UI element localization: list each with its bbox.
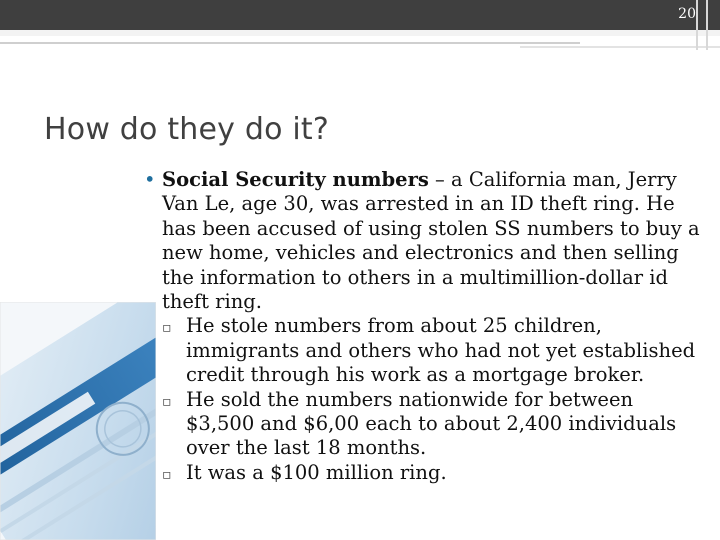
sub-bullet-marker: ▫ <box>162 320 172 337</box>
top-bar <box>0 0 720 30</box>
bullet-body: – a California man, Jerry Van Le, age 30, was arrested in an ID theft ring. He has been accused of using stolen SS numbers to buy a new home, vehicles and electronics and then selling the information to others in a multimillion-dollar id theft ring. <box>162 168 700 314</box>
slide-title: How do they do it? <box>44 112 329 147</box>
sub-bullet-marker: ▫ <box>162 393 172 410</box>
slide-body <box>144 168 704 487</box>
decorative-line <box>706 0 708 50</box>
decorative-line <box>0 42 580 44</box>
bullet-text <box>162 168 704 314</box>
sub-bullet-text: He stole numbers from about 25 children, immigrants and others who had not yet established credit through his work as a mortgage broker. <box>186 314 696 387</box>
bullet-item <box>144 168 704 314</box>
top-bar-accent <box>0 30 720 36</box>
sub-bullet-item <box>162 461 704 487</box>
sub-bullet-marker: ▫ <box>162 466 172 483</box>
social-security-card-image <box>0 302 156 540</box>
sub-bullet-item <box>162 314 704 387</box>
sub-bullet-item <box>162 388 704 461</box>
sub-bullet-text: It was a $100 million ring. <box>186 460 447 484</box>
decorative-line <box>696 0 698 50</box>
bullet-dot: • <box>144 168 156 191</box>
sub-bullet-text: He sold the numbers nationwide for between $3,500 and $6,00 each to about 2,400 individuals over the last 18 months. <box>186 387 677 460</box>
slide-number: 20 <box>678 6 696 22</box>
bullet-lead: Social Security numbers <box>162 168 429 191</box>
decorative-line <box>520 46 720 48</box>
